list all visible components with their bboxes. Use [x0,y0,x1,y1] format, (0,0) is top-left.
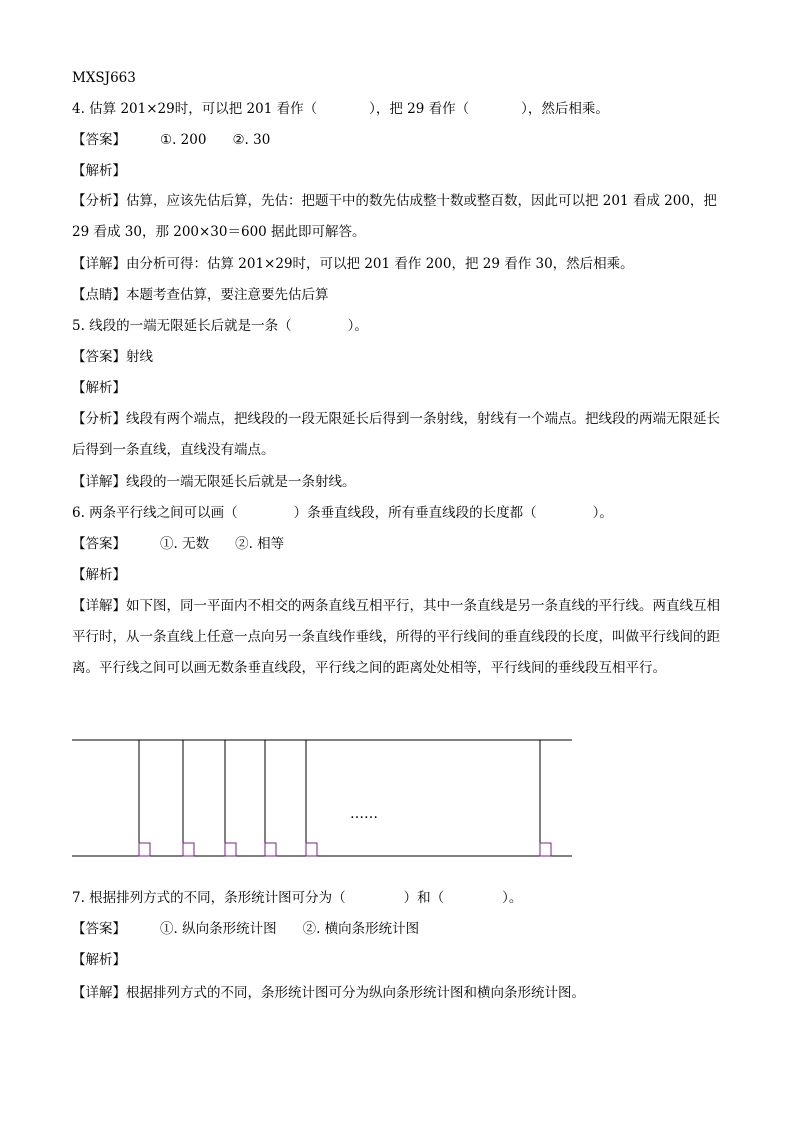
answer-tag: 【答案】 [72,132,126,148]
right-angle-mark [306,843,317,856]
question-5-answer [72,347,724,367]
answer-1: ①. 无数 [160,536,210,552]
question-6-text-b: ）条垂直线段，所有垂直线段的长度都（ [293,505,537,521]
question-6-text-c: ）。 [592,505,613,521]
dianjing-text: 本题考查估算，要注意要先估后算 [126,287,329,303]
right-angle-mark [225,843,236,856]
right-angle-mark [265,843,276,856]
question-7-text-a: 7. 根据排列方式的不同，条形统计图可分为（ [72,890,346,906]
xiangjie-tag: 【详解】 [72,985,126,1001]
xiangjie-tag: 【详解】 [72,256,126,272]
fenxi-text: 估算，应该先估后算，先估：把题干中的数先估成整十数或整百数，因此可以把 201 看成 200，把 29 看成 30，那 200×30＝600 据此即可解答。 [72,193,717,240]
question-4-text-c: ），然后相乘。 [521,101,609,117]
question-4 [72,99,724,119]
analysis-tag: 【解析】 [72,380,126,396]
parallel-lines-figure [72,738,574,860]
question-7-text-b: ）和（ [403,890,445,906]
question-5-text-b: ）。 [347,318,368,334]
right-angle-mark [540,843,551,856]
question-4-text-a: 4. 估算 201×29时，可以把 201 看作（ [72,101,318,117]
right-angle-mark [183,843,194,856]
fenxi-text: 线段有两个端点，把线段的一段无限延长后得到一条射线，射线有一个端点。把线段的两端无限延长后得到一条直线，直线没有端点。 [72,411,720,458]
question-5-text-a: 5. 线段的一端无限延长后就是一条（ [72,318,292,334]
analysis-tag: 【解析】 [72,567,126,583]
analysis-tag: 【解析】 [72,163,126,179]
dianjing-tag: 【点睛】 [72,287,126,303]
answer-2: ②. 30 [232,132,271,148]
question-4-answer [72,130,724,150]
xiangjie-text: 线段的一端无限延长后就是一条射线。 [126,474,356,490]
answer-1: ①. 纵向条形统计图 [160,921,277,937]
question-7-text-c: ）。 [502,890,523,906]
answer-2: ②. 横向条形统计图 [302,921,420,937]
question-5-xiangjie [72,472,724,492]
question-5 [72,316,724,336]
xiangjie-text: 由分析可得：估算 201×29时，可以把 201 看作 200，把 29 看作 30，然后相乘。 [126,256,634,272]
xiangjie-text: 根据排列方式的不同，条形统计图可分为纵向条形统计图和横向条形统计图。 [126,985,585,1001]
right-angle-marks [139,843,551,856]
question-7-answer [72,919,724,939]
xiangjie-text: 如下图，同一平面内不相交的两条直线互相平行，其中一条直线是另一条直线的平行线。两直线互相平行时，从一条直线上任意一点向另一条直线作垂线，所得的平行线间的垂直线段的长度，叫做平行线间的距离。平行线之间可以画无数条垂直线段，平行线之间的距离处处相等，平行线间的垂线段互相平行。 [72,598,720,676]
question-4-text-b: ），把 29 看作（ [369,101,470,117]
question-7-xiangjie [72,983,724,1003]
analysis-tag: 【解析】 [72,952,126,968]
document-code: MXSJ663 [72,70,136,86]
right-angle-mark [139,843,150,856]
answer-2: ②. 相等 [235,536,285,552]
answer-tag: 【答案】 [72,349,126,365]
answer-tag: 【答案】 [72,536,126,552]
perpendicular-segments [139,740,540,856]
answer-1: ①. 200 [160,132,207,148]
question-4-dianjing [72,285,724,305]
question-6-answer [72,534,724,554]
question-6 [72,503,724,523]
question-4-fenxi [72,186,724,248]
question-7 [72,888,724,908]
answer: 射线 [126,349,153,365]
xiangjie-tag: 【详解】 [72,598,126,614]
question-5-fenxi [72,404,724,466]
ellipsis-label: …… [350,806,378,822]
question-6-text-a: 6. 两条平行线之间可以画（ [72,505,238,521]
xiangjie-tag: 【详解】 [72,474,126,490]
answer-tag: 【答案】 [72,921,126,937]
question-6-xiangjie [72,591,724,684]
fenxi-tag: 【分析】 [72,193,126,209]
question-4-xiangjie [72,254,724,274]
fenxi-tag: 【分析】 [72,411,126,427]
